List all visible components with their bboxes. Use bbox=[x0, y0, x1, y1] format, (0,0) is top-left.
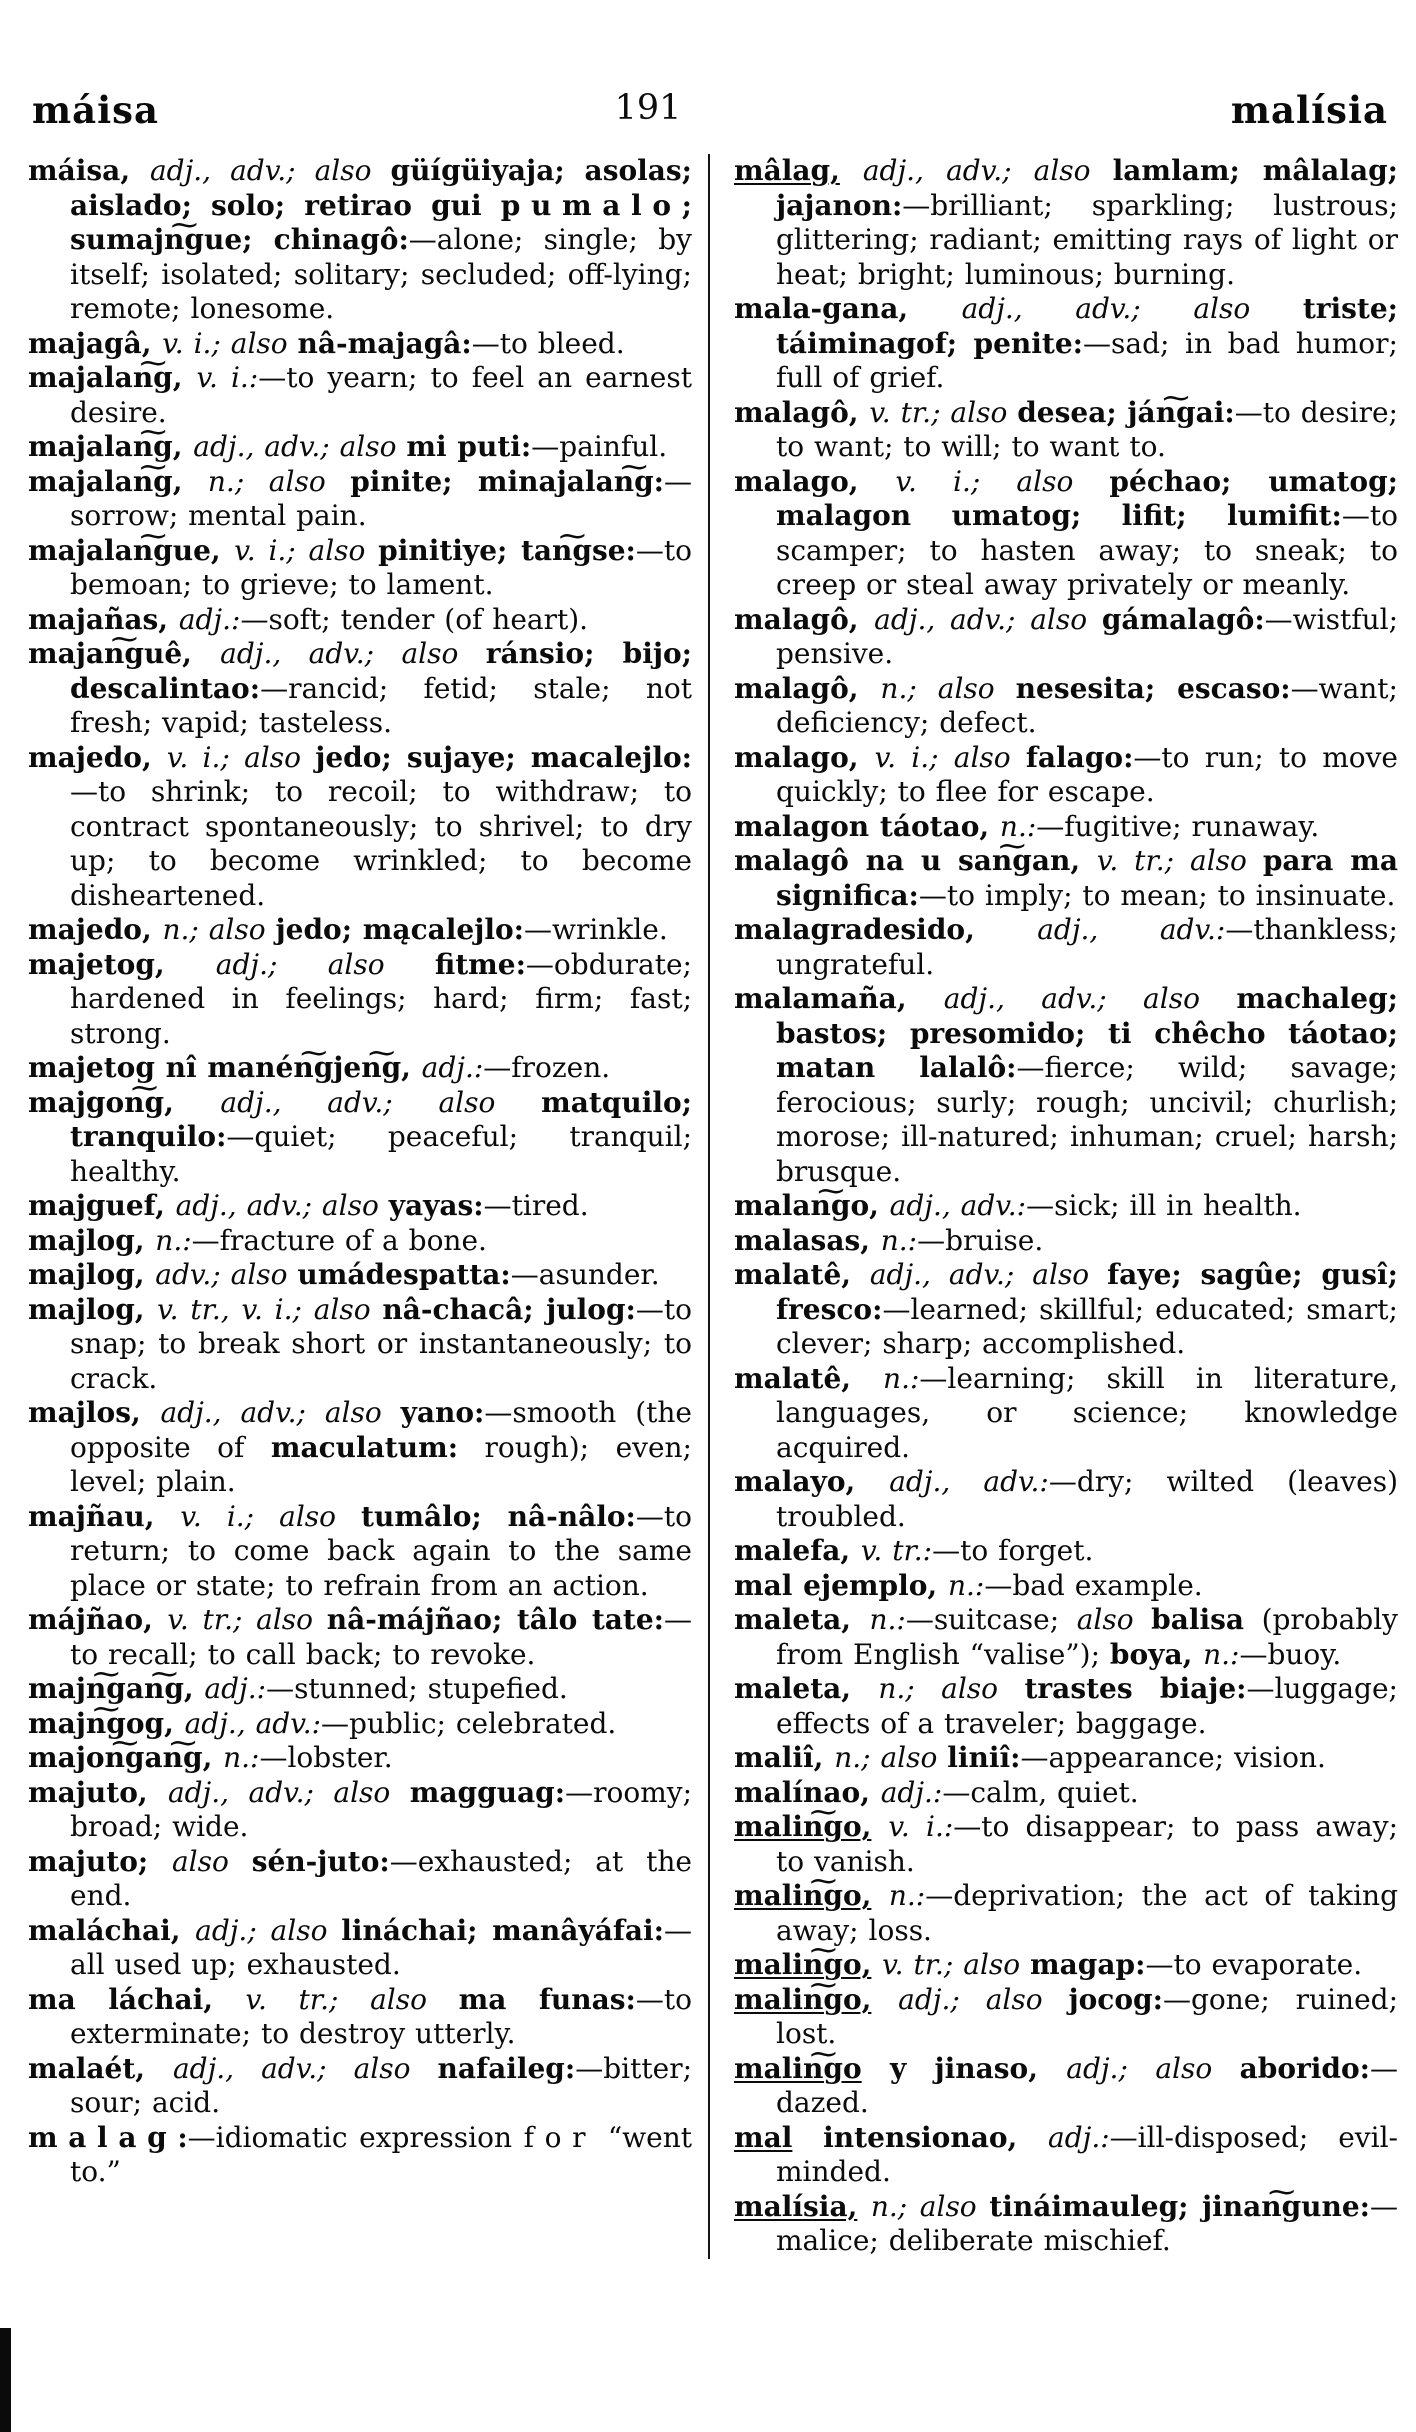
headword: malasas, bbox=[734, 1223, 881, 1257]
entry-text-segment: —to bemoan; to grieve; to lament. bbox=[70, 533, 693, 601]
dictionary-entry bbox=[28, 465, 692, 534]
headword: malan͠go, bbox=[734, 1189, 890, 1222]
entry-text-segment: mi puti: bbox=[406, 430, 532, 463]
headword: májñao, bbox=[28, 1603, 168, 1636]
entry-text-segment: —buoy. bbox=[1239, 1637, 1342, 1671]
headword: malag bbox=[28, 2120, 178, 2154]
entry-text-segment: —learned; skillful; educated; smart; clever; sharp; accomplished. bbox=[776, 1292, 1398, 1360]
entry-text-segment: —quiet; peaceful; tranquil; healthy. bbox=[70, 1120, 692, 1188]
headword: majalan͠g, bbox=[28, 361, 197, 394]
dictionary-entry bbox=[734, 1534, 1398, 1569]
headword: malagô na u san͠gan, bbox=[734, 844, 1097, 877]
entry-text-segment: v. tr.; also bbox=[1096, 844, 1263, 877]
headword: malagradesido, bbox=[734, 913, 1038, 946]
headword: malísia, bbox=[734, 2189, 858, 2223]
entry-text-segment: also bbox=[1076, 1603, 1152, 1636]
dictionary-entry bbox=[734, 1603, 1398, 1672]
entry-text-segment: güígüiyaja; asolas; aislado; solo; retirao gui bbox=[70, 154, 693, 222]
headword: mâlag, bbox=[734, 154, 840, 187]
guide-word-left: máisa bbox=[32, 88, 159, 132]
entry-text-segment: ránsio; bijo; descalintao: bbox=[70, 637, 692, 705]
entry-text-segment: n.: bbox=[223, 1741, 260, 1774]
dictionary-entry bbox=[734, 1776, 1398, 1811]
dictionary-entry bbox=[734, 913, 1398, 982]
entry-text-segment: pinite; minajalan͠g: bbox=[350, 464, 664, 498]
dictionary-entry bbox=[734, 1948, 1398, 1983]
entry-text-segment: adj., adv.; also bbox=[874, 602, 1102, 636]
entry-text-segment: —bad example. bbox=[984, 1568, 1203, 1602]
dictionary-entry bbox=[28, 1672, 692, 1707]
entry-text-segment: —bitter; sour; acid. bbox=[70, 2051, 693, 2119]
entry-text-segment: fitme: bbox=[434, 947, 526, 981]
entry-text-segment: —to evaporate. bbox=[1145, 1948, 1363, 1981]
entry-text-segment: adj., adv.; also bbox=[193, 430, 407, 463]
entry-text-segment: adj.; also bbox=[1066, 2051, 1240, 2085]
headword: malin͠go, bbox=[734, 1948, 872, 1981]
entry-text-segment: adj., adv.; also bbox=[862, 154, 1113, 187]
dictionary-entry bbox=[28, 1051, 692, 1086]
headword: majn͠gan͠g, bbox=[28, 1672, 205, 1705]
entry-text-segment: n.; also bbox=[870, 2189, 990, 2223]
headword: mala-gana, bbox=[734, 292, 962, 325]
entry-text-segment: (probably from English “valise”); bbox=[776, 1603, 1398, 1671]
headword: máisa, bbox=[28, 154, 150, 187]
dictionary-entry bbox=[734, 844, 1398, 913]
entry-text-segment: lamlam; mâlalag; jajanon: bbox=[776, 154, 1399, 222]
entry-text-segment: adj., adv.; also bbox=[167, 1775, 410, 1809]
entry-text-segment: pumalo bbox=[500, 188, 682, 222]
entry-text-segment: —ill-disposed; evil-minded. bbox=[776, 2120, 1398, 2188]
headword: mal ejemplo, bbox=[734, 1568, 948, 1602]
entry-text-segment: —to disappear; to pass away; to vanish. bbox=[776, 1810, 1398, 1878]
dictionary-entry bbox=[28, 1983, 692, 2052]
headword: malago, bbox=[734, 464, 896, 498]
dictionary-entry bbox=[28, 1258, 692, 1293]
entry-text-segment: matquilo; tranquilo: bbox=[70, 1085, 692, 1153]
entry-text-segment: adj., adv.; also bbox=[172, 2051, 438, 2085]
entry-text-segment: nafaileg: bbox=[437, 2051, 576, 2085]
entry-text-segment: sén-juto: bbox=[251, 1844, 390, 1878]
entry-text-segment: —luggage; effects of a traveler; baggage. bbox=[776, 1672, 1398, 1740]
entry-text-segment: adj.: bbox=[880, 1775, 943, 1809]
headword: malin͠go, bbox=[734, 1810, 872, 1843]
dictionary-entry bbox=[734, 1189, 1398, 1224]
entry-text-segment: —painful. bbox=[531, 430, 668, 463]
entry-text-segment: faye; sagûe; gusî; fresco: bbox=[776, 1258, 1398, 1326]
entry-text-segment: —to run; to move quickly; to flee for escape. bbox=[776, 740, 1398, 808]
headword: malin͠go, bbox=[734, 1982, 872, 2016]
entry-text-segment: v. i.; also bbox=[234, 533, 379, 567]
headword: majedo, bbox=[28, 740, 167, 774]
entry-text-segment: yayas: bbox=[388, 1189, 484, 1222]
entry-text-segment: adj., adv.: bbox=[889, 1189, 1027, 1222]
entry-text-segment: n.: bbox=[880, 1223, 918, 1257]
dictionary-entry bbox=[28, 1396, 692, 1500]
entry-text-segment: adv.; also bbox=[155, 1258, 298, 1291]
entry-text-segment: para ma significa: bbox=[776, 844, 1398, 912]
entry-text-segment: n.; also bbox=[207, 464, 351, 498]
dictionary-entry bbox=[28, 1086, 692, 1190]
dictionary-entry bbox=[28, 534, 692, 603]
dictionary-entry bbox=[734, 1224, 1398, 1259]
entry-text-segment: adj., adv.; also bbox=[869, 1258, 1108, 1291]
entry-text-segment: —to imply; to mean; to insinuate. bbox=[918, 878, 1396, 912]
entry-text-segment: y jinaso, bbox=[861, 2051, 1067, 2085]
entry-text-segment bbox=[871, 1983, 898, 2016]
entry-text-segment: —bruise. bbox=[917, 1223, 1044, 1257]
entry-text-segment: —idiomatic expression bbox=[187, 2120, 524, 2154]
headword: majuto; bbox=[28, 1844, 172, 1878]
dictionary-entry bbox=[734, 1362, 1398, 1466]
headword: majalan͠g, bbox=[28, 430, 194, 463]
headword: malagon táotao, bbox=[734, 809, 1000, 843]
dictionary-entry bbox=[734, 154, 1398, 292]
entry-text-segment: v. tr.: bbox=[860, 1534, 933, 1567]
entry-text-segment: —wrinkle. bbox=[524, 913, 668, 946]
entry-text-segment: adj., adv.: bbox=[184, 1706, 322, 1740]
entry-text-segment: —gone; ruined; lost. bbox=[776, 1982, 1399, 2050]
entry-text-segment: v. tr., v. i.; also bbox=[157, 1292, 383, 1326]
column-right bbox=[708, 154, 1398, 2259]
entry-text-segment: —malice; deliberate mischief. bbox=[776, 2189, 1399, 2257]
dictionary-entry bbox=[28, 361, 692, 430]
headword: majuto, bbox=[28, 1775, 168, 1809]
dictionary-entry bbox=[734, 672, 1398, 741]
entry-text-segment: —want; deficiency; defect. bbox=[776, 671, 1398, 739]
entry-text-segment: —obdurate; hardened in feelings; hard; firm; fast; strong. bbox=[70, 947, 692, 1050]
entry-text-segment: adj., adv.; also bbox=[175, 1189, 389, 1222]
headword: majetog nî manén͠gjen͠g, bbox=[28, 1051, 422, 1084]
headword: majalan͠gue, bbox=[28, 533, 235, 567]
entry-text-segment: adj.: bbox=[204, 1672, 267, 1705]
entry-text-segment: —appearance; vision. bbox=[1020, 1741, 1326, 1774]
dictionary-entry bbox=[734, 2121, 1398, 2190]
headword: malin͠go, bbox=[734, 1879, 872, 1912]
headword: majedo, bbox=[28, 913, 163, 946]
headword: majetog, bbox=[28, 947, 216, 981]
entry-text-segment: gámalagô: bbox=[1101, 602, 1265, 636]
entry-text-segment: adj.: bbox=[421, 1051, 484, 1084]
entry-text-segment: adj., adv.; also bbox=[220, 637, 486, 670]
headword: majon͠gan͠g, bbox=[28, 1741, 224, 1774]
entry-text-segment: adj.; also bbox=[195, 1913, 342, 1947]
entry-text-segment: rough); even; level; plain. bbox=[70, 1430, 692, 1498]
entry-text-segment: adj.; also bbox=[215, 947, 435, 981]
dictionary-entry bbox=[734, 1569, 1398, 1604]
dictionary-entry bbox=[28, 603, 692, 638]
dictionary-entry bbox=[734, 982, 1398, 1189]
entry-text-segment: nesesita; escaso: bbox=[1015, 671, 1291, 705]
headword: malago, bbox=[734, 740, 875, 774]
entry-text-segment: yano: bbox=[400, 1396, 485, 1429]
headword: malagô, bbox=[734, 395, 870, 429]
headword: malatê, bbox=[734, 1361, 884, 1395]
entry-text-segment: jedo; mącalejlo: bbox=[275, 913, 524, 946]
entry-text-segment: adj., adv.: bbox=[889, 1465, 1049, 1498]
headword: malagô, bbox=[734, 602, 875, 636]
entry-text-segment: —all used up; exhausted. bbox=[70, 1913, 692, 1981]
entry-text-segment: —thankless; ungrateful. bbox=[776, 913, 1398, 981]
entry-text-segment: for bbox=[523, 2120, 597, 2154]
dictionary-entry bbox=[734, 1465, 1398, 1534]
headword: majlog, bbox=[28, 1223, 156, 1257]
dictionary-entry bbox=[28, 1845, 692, 1914]
entry-text-segment: aborido: bbox=[1239, 2051, 1371, 2085]
entry-text-segment: v. i.; also bbox=[874, 740, 1026, 774]
entry-text-segment: ma funas: bbox=[458, 1982, 636, 2016]
running-head bbox=[28, 88, 1398, 140]
headword: malamaña, bbox=[734, 982, 944, 1015]
headword: maleta, bbox=[734, 1672, 879, 1705]
dictionary-entry bbox=[28, 1914, 692, 1983]
entry-text-segment: —calm, quiet. bbox=[942, 1775, 1139, 1809]
entry-text-segment: n.; also bbox=[880, 671, 1016, 705]
entry-text-segment: maculatum: bbox=[270, 1430, 459, 1464]
entry-text-segment: adj., adv.; also bbox=[943, 982, 1237, 1015]
entry-text-segment: ; sumajn͠gue; chinagô: bbox=[70, 188, 692, 256]
entry-text-segment: : bbox=[177, 2120, 188, 2154]
headword: malínao, bbox=[734, 1775, 881, 1809]
entry-text-segment: adj., adv.: bbox=[1037, 913, 1226, 946]
entry-text-segment: desea; ján͠gai: bbox=[1017, 395, 1235, 429]
entry-text-segment: —brilliant; sparkling; lustrous; glittering; radiant; emitting rays of light or heat; bright; luminous; burning. bbox=[776, 188, 1398, 291]
dictionary-entry bbox=[734, 810, 1398, 845]
headword: majlos, bbox=[28, 1396, 161, 1429]
entry-text-segment: adj.: bbox=[178, 602, 241, 636]
dictionary-entry bbox=[28, 1776, 692, 1845]
entry-text-segment: tináimauleg; jinan͠gune: bbox=[989, 2189, 1371, 2223]
entry-text-segment: n.: bbox=[883, 1361, 920, 1395]
entry-text-segment: adj., adv.; also bbox=[149, 154, 391, 187]
entry-text-segment: adj., adv.; also bbox=[961, 292, 1303, 325]
headword: majan͠guê, bbox=[28, 637, 221, 670]
entry-text-segment: machaleg; bastos; presomido; ti chêcho táotao; matan lalalô: bbox=[776, 982, 1398, 1084]
entry-text-segment: n.: bbox=[947, 1568, 985, 1602]
two-column-text-block bbox=[28, 154, 1398, 2259]
entry-text-segment: —to recall; to call back; to revoke. bbox=[70, 1603, 692, 1671]
entry-text-segment: —fracture of a bone. bbox=[191, 1223, 487, 1257]
dictionary-entry bbox=[734, 396, 1398, 465]
entry-text-segment: tumâlo; nâ-nâlo: bbox=[361, 1499, 636, 1533]
entry-text-segment: pinitiye; tan͠gse: bbox=[378, 533, 636, 567]
entry-text-segment: —sorrow; mental pain. bbox=[70, 464, 692, 532]
entry-text-segment: —to exterminate; to destroy utterly. bbox=[70, 1982, 692, 2050]
entry-text-segment: v. i.: bbox=[888, 1810, 954, 1843]
dictionary-entry bbox=[734, 2052, 1398, 2121]
headword: mal bbox=[734, 2120, 793, 2154]
entry-text-segment: —asunder. bbox=[510, 1258, 660, 1291]
entry-text-segment: —to desire; to want; to will; to want to. bbox=[776, 395, 1398, 463]
entry-text-segment bbox=[871, 1879, 888, 1912]
dictionary-entry bbox=[28, 2052, 692, 2121]
dictionary-entry bbox=[734, 1879, 1398, 1948]
entry-text-segment: —exhausted; at the end. bbox=[70, 1844, 692, 1912]
dictionary-entry bbox=[734, 292, 1398, 396]
entry-text-segment: —to bleed. bbox=[471, 326, 625, 360]
headword: malin͠go bbox=[734, 2051, 862, 2085]
entry-text-segment: jocog: bbox=[1068, 1982, 1163, 2016]
entry-text-segment: falago: bbox=[1025, 740, 1134, 774]
entry-text-segment: —stunned; stupefied. bbox=[266, 1672, 568, 1705]
dictionary-entry bbox=[28, 1293, 692, 1397]
entry-text-segment: n.; also bbox=[162, 913, 276, 946]
entry-text-segment: balisa bbox=[1151, 1603, 1245, 1636]
dictionary-entry bbox=[28, 741, 692, 914]
entry-text-segment: triste; táiminagof; penite: bbox=[776, 292, 1398, 360]
headword: maleta, bbox=[734, 1603, 870, 1636]
entry-text-segment: —roomy; broad; wide. bbox=[70, 1775, 692, 1843]
dictionary-entry bbox=[28, 327, 692, 362]
entry-text-segment: v. i.; also bbox=[895, 464, 1110, 498]
entry-text-segment: liniî: bbox=[947, 1741, 1021, 1774]
entry-text-segment: —to return; to come back again to the same place or state; to refrain from an action. bbox=[70, 1499, 692, 1602]
headword: majn͠gog, bbox=[28, 1706, 185, 1740]
entry-text-segment: —sick; ill in health. bbox=[1026, 1189, 1302, 1222]
entry-text-segment: v. tr.; also bbox=[882, 1948, 1031, 1981]
entry-text-segment: —dry; wilted (leaves) troubled. bbox=[776, 1465, 1399, 1533]
dictionary-entry bbox=[28, 154, 692, 327]
entry-text-segment: magap: bbox=[1030, 1948, 1146, 1981]
entry-text-segment: —suitcase; bbox=[905, 1603, 1077, 1636]
headword: malaét, bbox=[28, 2051, 173, 2085]
entry-text-segment: —to shrink; to recoil; to withdraw; to contract spontaneously; to shrivel; to dry up; to become wrinkled; to become disheartened. bbox=[70, 775, 692, 912]
entry-text-segment bbox=[857, 2190, 870, 2223]
dictionary-entry bbox=[734, 1672, 1398, 1741]
dictionary-entry bbox=[28, 1707, 692, 1742]
entry-text-segment: —dazed. bbox=[776, 2051, 1399, 2119]
column-left bbox=[28, 154, 708, 2259]
dictionary-entry bbox=[28, 1224, 692, 1259]
entry-text-segment: n.: bbox=[999, 809, 1037, 843]
headword: maliî, bbox=[734, 1741, 835, 1774]
entry-text-segment: n.; also bbox=[878, 1672, 1025, 1705]
entry-text-segment: —deprivation; the act of taking away; loss. bbox=[776, 1879, 1399, 1947]
dictionary-entry bbox=[28, 948, 692, 1052]
dictionary-entry bbox=[734, 741, 1398, 810]
entry-text-segment: intensionao, bbox=[792, 2120, 1049, 2154]
entry-text-segment: —sad; in bad humor; full of grief. bbox=[776, 326, 1398, 394]
entry-text-segment: adj., adv.; also bbox=[220, 1085, 542, 1119]
headword: majalan͠g, bbox=[28, 464, 208, 498]
entry-text-segment: v. i.; also bbox=[162, 326, 298, 360]
entry-text-segment: nâ-chacâ; julog: bbox=[382, 1292, 636, 1326]
dictionary-entry bbox=[734, 1983, 1398, 2052]
dictionary-entry bbox=[734, 1258, 1398, 1362]
entry-text-segment: —to yearn; to feel an earnest desire. bbox=[70, 361, 692, 429]
entry-text-segment: trastes biaje: bbox=[1024, 1672, 1247, 1705]
headword: majagâ, bbox=[28, 326, 163, 360]
headword: majlog, bbox=[28, 1292, 158, 1326]
headword: majlog, bbox=[28, 1258, 156, 1291]
headword: ma láchai, bbox=[28, 1982, 246, 2016]
dictionary-entry bbox=[28, 1741, 692, 1776]
entry-text-segment: v. tr.; also bbox=[869, 395, 1018, 429]
headword: malagô, bbox=[734, 671, 881, 705]
dictionary-entry bbox=[28, 1500, 692, 1604]
headword: majguef, bbox=[28, 1189, 176, 1222]
entry-text-segment: —public; celebrated. bbox=[321, 1706, 617, 1740]
entry-text-segment: —frozen. bbox=[483, 1051, 611, 1084]
entry-text-segment: —alone; single; by itself; isolated; solitary; secluded; off-lying; remote; lonesome. bbox=[70, 223, 692, 325]
dictionary-entry bbox=[734, 603, 1398, 672]
entry-text-segment: —wistful; pensive. bbox=[776, 602, 1398, 670]
entry-text-segment: —tired. bbox=[483, 1189, 589, 1222]
entry-text-segment: —learning; skill in literature, languages, or science; knowledge acquired. bbox=[776, 1361, 1398, 1464]
headword: maláchai, bbox=[28, 1913, 196, 1947]
entry-text-segment: n.: bbox=[869, 1603, 906, 1636]
entry-text-segment bbox=[871, 1948, 882, 1981]
entry-text-segment: —rancid; fetid; stale; not fresh; vapid; tasteless. bbox=[70, 671, 692, 739]
entry-text-segment: adj., adv.; also bbox=[160, 1396, 401, 1429]
entry-text-segment: v. i.; also bbox=[180, 1499, 362, 1533]
dictionary-entry bbox=[28, 1603, 692, 1672]
headword: majñau, bbox=[28, 1499, 181, 1533]
entry-text-segment: —to snap; to break short or instantaneously; to crack. bbox=[70, 1292, 692, 1395]
entry-text-segment: —smooth (the opposite of bbox=[70, 1396, 692, 1464]
dictionary-entry bbox=[734, 2190, 1398, 2259]
entry-text-segment: magguag: bbox=[409, 1775, 566, 1809]
entry-text-segment: v. tr.; also bbox=[167, 1603, 327, 1636]
entry-text-segment: —fugitive; runaway. bbox=[1036, 809, 1320, 843]
entry-text-segment: adj.: bbox=[1048, 2120, 1110, 2154]
entry-text-segment: n.: bbox=[1203, 1637, 1240, 1671]
entry-text-segment: n.: bbox=[155, 1223, 192, 1257]
entry-text-segment bbox=[871, 1810, 888, 1843]
entry-text-segment: “went to.” bbox=[70, 2120, 692, 2188]
guide-word-right: malísia bbox=[1230, 88, 1388, 132]
entry-text-segment: adj.; also bbox=[898, 1982, 1069, 2016]
entry-text-segment: —fierce; wild; savage; ferocious; surly; rough; uncivil; churlish; morose; ill-natured; inhuman; cruel; harsh; brusque. bbox=[776, 1051, 1398, 1188]
entry-text-segment: péchao; umatog; malagon umatog; lifit; lumifit: bbox=[776, 464, 1398, 532]
headword: malefa, bbox=[734, 1534, 861, 1567]
entry-text-segment: v. i.; also bbox=[166, 740, 316, 774]
page-number: 191 bbox=[614, 88, 682, 128]
entry-text-segment: —to forget. bbox=[932, 1534, 1094, 1567]
entry-text-segment: lináchai; manâyáfai: bbox=[341, 1913, 664, 1947]
headword: malayo, bbox=[734, 1465, 890, 1498]
headword: majgon͠g, bbox=[28, 1085, 221, 1119]
entry-text-segment: boya, bbox=[1109, 1637, 1204, 1671]
entry-text-segment: jedo; sujaye; macalejlo: bbox=[315, 740, 692, 774]
scan-edge-artifact bbox=[0, 2328, 11, 2432]
dictionary-entry bbox=[28, 1189, 692, 1224]
headword: malatê, bbox=[734, 1258, 870, 1291]
entry-text-segment: —soft; tender (of heart). bbox=[240, 602, 589, 636]
entry-text-segment: —to scamper; to hasten away; to sneak; to creep or steal away privately or meanly. bbox=[776, 499, 1398, 601]
dictionary-entry bbox=[28, 2121, 692, 2190]
dictionary-entry bbox=[734, 1741, 1398, 1776]
entry-text-segment: v. tr.; also bbox=[245, 1982, 459, 2016]
entry-text-segment: —lobster. bbox=[259, 1741, 393, 1774]
entry-text-segment: n.; also bbox=[834, 1741, 948, 1774]
entry-text-segment: v. i.: bbox=[196, 361, 259, 394]
headword: majañas, bbox=[28, 602, 179, 636]
entry-text-segment: nâ-majagâ: bbox=[297, 326, 472, 360]
dictionary-entry bbox=[28, 637, 692, 741]
entry-text-segment: umádespatta: bbox=[297, 1258, 511, 1291]
dictionary-entry bbox=[734, 465, 1398, 603]
entry-text-segment: also bbox=[171, 1844, 252, 1878]
dictionary-entry bbox=[28, 913, 692, 948]
entry-text-segment: nâ-májñao; tâlo tate: bbox=[326, 1603, 664, 1636]
dictionary-entry bbox=[28, 430, 692, 465]
entry-text-segment bbox=[840, 154, 863, 187]
dictionary-entry bbox=[734, 1810, 1398, 1879]
entry-text-segment: n.: bbox=[888, 1879, 926, 1912]
